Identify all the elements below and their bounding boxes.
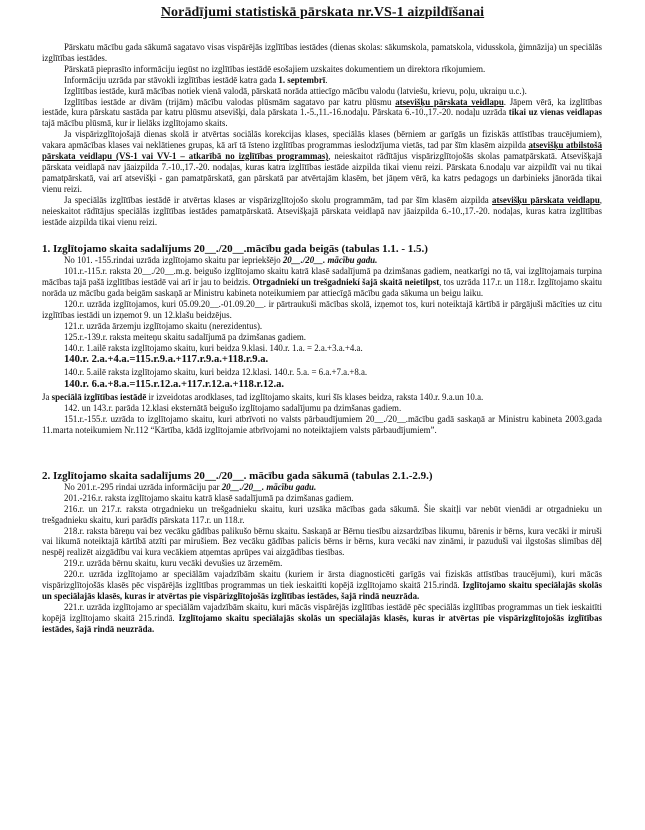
body-text: No 101. -155.rindai uzrāda izglītojamo skaitu par iepriekšējo (64, 255, 283, 266)
body-text: 220.r. uzrāda izglītojamo ar speciālām vajadzībām skaitu (kuriem ir ārsta diagnosticēti garīgās vai fiziskās attīstības traucējumi), kuri mācās vispārizglītojošās klasēs pēc vispārējās izglītības programmas un tiek ieskaitīti kopējā izglītojamo skaitā 215.rindā. (42, 569, 602, 591)
intro-text: Izglītības iestāde ar divām (trijām) mācību valodas plūsmām sagatavo par katru plūsmu (64, 96, 396, 107)
body-text: ir izveidotas arodklases, tad izglītojamo skaits, kuri šīs klases beidza, raksta 140.r. 9.a.un 10.a. (146, 392, 484, 403)
emphasis-text: atsevišķu pārskata veidlapu (492, 194, 600, 205)
section-2-paragraph: 219.r. uzrāda bērnu skaitu, kuru vecāki devušies uz ārzemēm. (64, 558, 283, 569)
intro-text: Informāciju uzrāda par stāvokli izglītības iestādē katra gada (64, 74, 279, 85)
intro-paragraph (42, 64, 602, 75)
body-text: 101.r.-115.r. raksta 20__./20__.m.g. beigušo izglītojamo skaitu katrā klasē sadalījumā pa dzimšanas gadiem, neatkarīgi no tā, vai izglītojamais turpina mācības tajā pašā izglītības iestādē vai arī ir jau to beidzis. (42, 266, 602, 288)
emphasis-text: atsevišķu atbilstošā pārskata veidlapu (VS-1 vai VV-1 – atkarībā no izglītības programmas) (42, 140, 603, 162)
intro-text: Pārskatu mācību gada sākumā sagatavo visas vispārējās izglītības iestādes (dienas skolas: sākumskola, pamatskola, vidusskola, ģimnāzija) un speciālās izglītības iestādes. (42, 42, 602, 63)
emphasis-text: Izglītojamo skaitu speciālajās skolās un speciālajās klasēs, kuras ir atvērtas pie vispārizglītojošās izglītības iestādes, šajā rindā neuzrāda. (42, 580, 602, 601)
emphasis-text: Izglītojamo skaitu speciālajās skolās un speciālajās klasēs, kuras ir atvērtas pie vispārizglītojošās izglītības iestādes, šajā rindā neuzrāda. (42, 612, 602, 634)
section-2-paragraph: 201.-216.r. raksta izglītojamo skaitu katrā klasē sadalījumā pa dzimšanas gadiem. (64, 492, 354, 503)
body-text: No 201.r.-295 rindai uzrāda informāciju par (64, 481, 222, 492)
formula-line: 140.r. 6.a.+8.a.=115.r.12.a.+117.r.12.a.+118.r.12.a. (64, 379, 285, 391)
emphasis-text: tikai uz vienas veidlapas (508, 107, 602, 118)
section-1-paragraph: 151.r.-155.r. uzrāda to izglītojamo skaitu, kuri atbrīvoti no valsts pārbaudījumiem 20__./20__.mācību gadā saskaņā ar Ministru kabineta 2003.gada 11.marta noteikumiem Nr.112 “Kārtība, kādā izglītojamie atbrīvojami no noteiktajiem valsts pārbaudījumiem”. (42, 414, 602, 436)
section-1-paragraph: 140.r. 5.ailē raksta izglītojamo skaitu, kuri beidza 12.klasi. 140.r. 5.a. = 6.a.+7.a.+8.a. (64, 367, 368, 378)
intro-paragraph (42, 129, 602, 194)
intro-paragraph (42, 75, 602, 86)
body-text: 221.r. uzrāda izglītojamo ar speciālām vajadzībām skaitu, kuri mācās vispārējās izglītības iestādē pēc speciālās izglītības programmas un tiek ieskaitīti kopējā izglītojamo skaitā 215.rindā. (42, 601, 602, 623)
document-body (42, 42, 602, 635)
section-1-paragraph: 120.r. uzrāda izglītojamos, kuri 05.09.20__.-01.09.20__. ir pārtraukuši mācības skolā, izņemot tos, kuri noteiktajā kārtībā ir pārgājuši mācīties uz citu izglītības iestādi un izņemot 9. un 12.klašu beidzējus. (42, 298, 602, 320)
emphasis-text: speciālā izglītības iestādē (51, 392, 147, 403)
section-1-heading: 1. Izglītojamo skaita sadalījums 20__./20__.mācību gada beigās (tabulas 1.1. - 1.5.) (42, 243, 428, 256)
intro-text: Pārskatā pieprasīto informāciju iegūst no izglītības iestādē esošajiem uzskaites dokumentiem un direktora rīkojumiem. (64, 63, 486, 74)
intro-text: tajā mācību plūsmā, kur ir lielāks izglītojamo skaits. (42, 118, 228, 129)
intro-paragraph (42, 195, 602, 228)
emphasis-text: 20__./20__. mācību gadu. (221, 481, 317, 492)
intro-text: Ja vispārizglītojošajā dienas skolā ir atvērtas sociālās korekcijas klases, speciālās klases (bērniem ar garīgās un fiziskās attīstības traucējumiem), vakara apmācības klases vai neklātienes grupas, kā arī tā īsteno izglītības programmas ieslodzījuma vietās, tad par šīm klasēm aizpilda (42, 129, 602, 151)
section-1-paragraph: 125.r.-139.r. raksta meiteņu skaitu sadalījumā pa dzimšanas gadiem. (64, 331, 307, 342)
intro-paragraph (42, 42, 602, 64)
section-2-heading: 2. Izglītojamo skaita sadalījums 20__./20__. mācību gada sākumā (tabulas 2.1.-2.9.) (42, 470, 433, 482)
date-emphasis: 1. septembrī (278, 74, 326, 85)
formula-line: 140.r. 2.a.+4.a.=115.r.9.a.+117.r.9.a.+118.r.9.a. (64, 354, 269, 366)
section-2-paragraph (42, 569, 602, 602)
intro-text: , neieskaitot rādītājus vispārizglītojošās skolas pamatpārskatā. Atsevišķajā pārskata veidlapā nav jāaizpilda 7.-10.,17.-20. nodaļas, kuras katra izglītības iestāde aizpilda tikai vienu reizi. Pārskata 6.nodaļu var aizpildīt vai nu tikai pamatpārskatā, vai arī atsevišķi - gan pamatpārskatā, gan pārskatā par atvērtajām klasēm, bet jāņem vērā, ka katrs pedagogs un darbinieks jānorāda tikai vienu reizi. (42, 151, 602, 194)
section-1-paragraph (42, 392, 602, 403)
intro-text: . Jāpem vērā, ka izglītības iestāde, kura pārskatu sastāda par katru plūsmu atsevišķi, dala pārskata 1.-5.,11.-16.nodaļu. Pārskata 6.-10.,17.-20. nodaļu uzrāda (42, 96, 602, 118)
intro-paragraph (42, 97, 602, 130)
intro-paragraph (42, 86, 602, 97)
body-text: , tos uzrāda 117.r. un 118.r. Izglītojamo skaitu norāda uz mācību gada beigām saskaņā ar Ministru kabineta noteikumiem par attiecīgā mācību gada sākuma un beigu laiku. (42, 277, 602, 299)
intro-text: Izglītības iestāde, kurā mācības notiek vienā valodā, pārskatā norāda attiecīgo mācību valodu (latviešu, krievu, poļu, ukraiņu u.c.). (64, 85, 527, 96)
section-1-paragraph: 121.r. uzrāda ārzemju izglītojamo skaitu (nerezidentus). (64, 320, 263, 331)
section-2-paragraph (42, 482, 602, 493)
section-1-paragraph (42, 266, 602, 299)
section-2-paragraph: 218.r. raksta bāreņu vai bez vecāku gādības palikušo bērnu skaitu. Saskaņā ar Bērnu tiesību aizsardzības likumu, bārenis ir bērns, kura vecāki ir miruši vai likumā noteiktajā kārtībā atzīti par mirušiem. Bez vecāku gādības palicis bērns ir bērns, kura vecāki nav zināmi, ir pazuduši vai ilgstošas slimības dēļ nespēj realizēt aizgādību vai kura vecākiem atņemtas aprūpes vai aizgādības tiesības. (42, 525, 602, 558)
section-1-paragraph: 140.r. 1.ailē raksta izglītojamo skaitu, kuri beidza 9.klasi. 140.r. 1.a. = 2.a.+3.a.+4.a. (64, 342, 363, 353)
section-1-paragraph: 142. un 143.r. parāda 12.klasi eksternātā beigušo izglītojamo sadalījumu pa dzimšanas gadiem. (64, 403, 402, 414)
intro-text: , neieskaitot rādītājus speciālās izglītības iestādes pamatpārskatā. Atsevišķajā pārskata veidlapā nav jāaizpilda 6.-10.,17.-20. nodaļas, kuras katra izglītības iestāde aizpilda tikai vienu reizi. (42, 194, 602, 227)
body-text: Ja (42, 392, 52, 403)
intro-text: Ja speciālās izglītības iestādē ir atvērtas klases ar vispārizglītojošo skolu programmām, tad par šīm klasēm aizpilda (64, 194, 493, 205)
page-title: Norādījumi statistiskā pārskata nr.VS-1 aizpildīšanai (160, 5, 485, 20)
section-2-paragraph: 216.r. un 217.r. raksta otrgadnieku un trešgadnieku skaitu, kuri uzsāka mācības gada sākumā. Šie skaitļi var nebūt vienādi ar otrgadnieku un trešgadnieku skaitu, kuri parādīs pārskata 117.r. un 118.r. (42, 503, 602, 525)
section-2-paragraph (42, 602, 602, 635)
emphasis-text: atsevišķu pārskata veidlapu (395, 96, 504, 107)
section-1-paragraph (42, 255, 602, 266)
intro-text: . (325, 74, 328, 85)
emphasis-text: Otrgadniekí un trešgadniekí šajā skaitā neietilpst (252, 277, 440, 288)
emphasis-text: 20__./20__. mācību gadu. (282, 255, 378, 266)
